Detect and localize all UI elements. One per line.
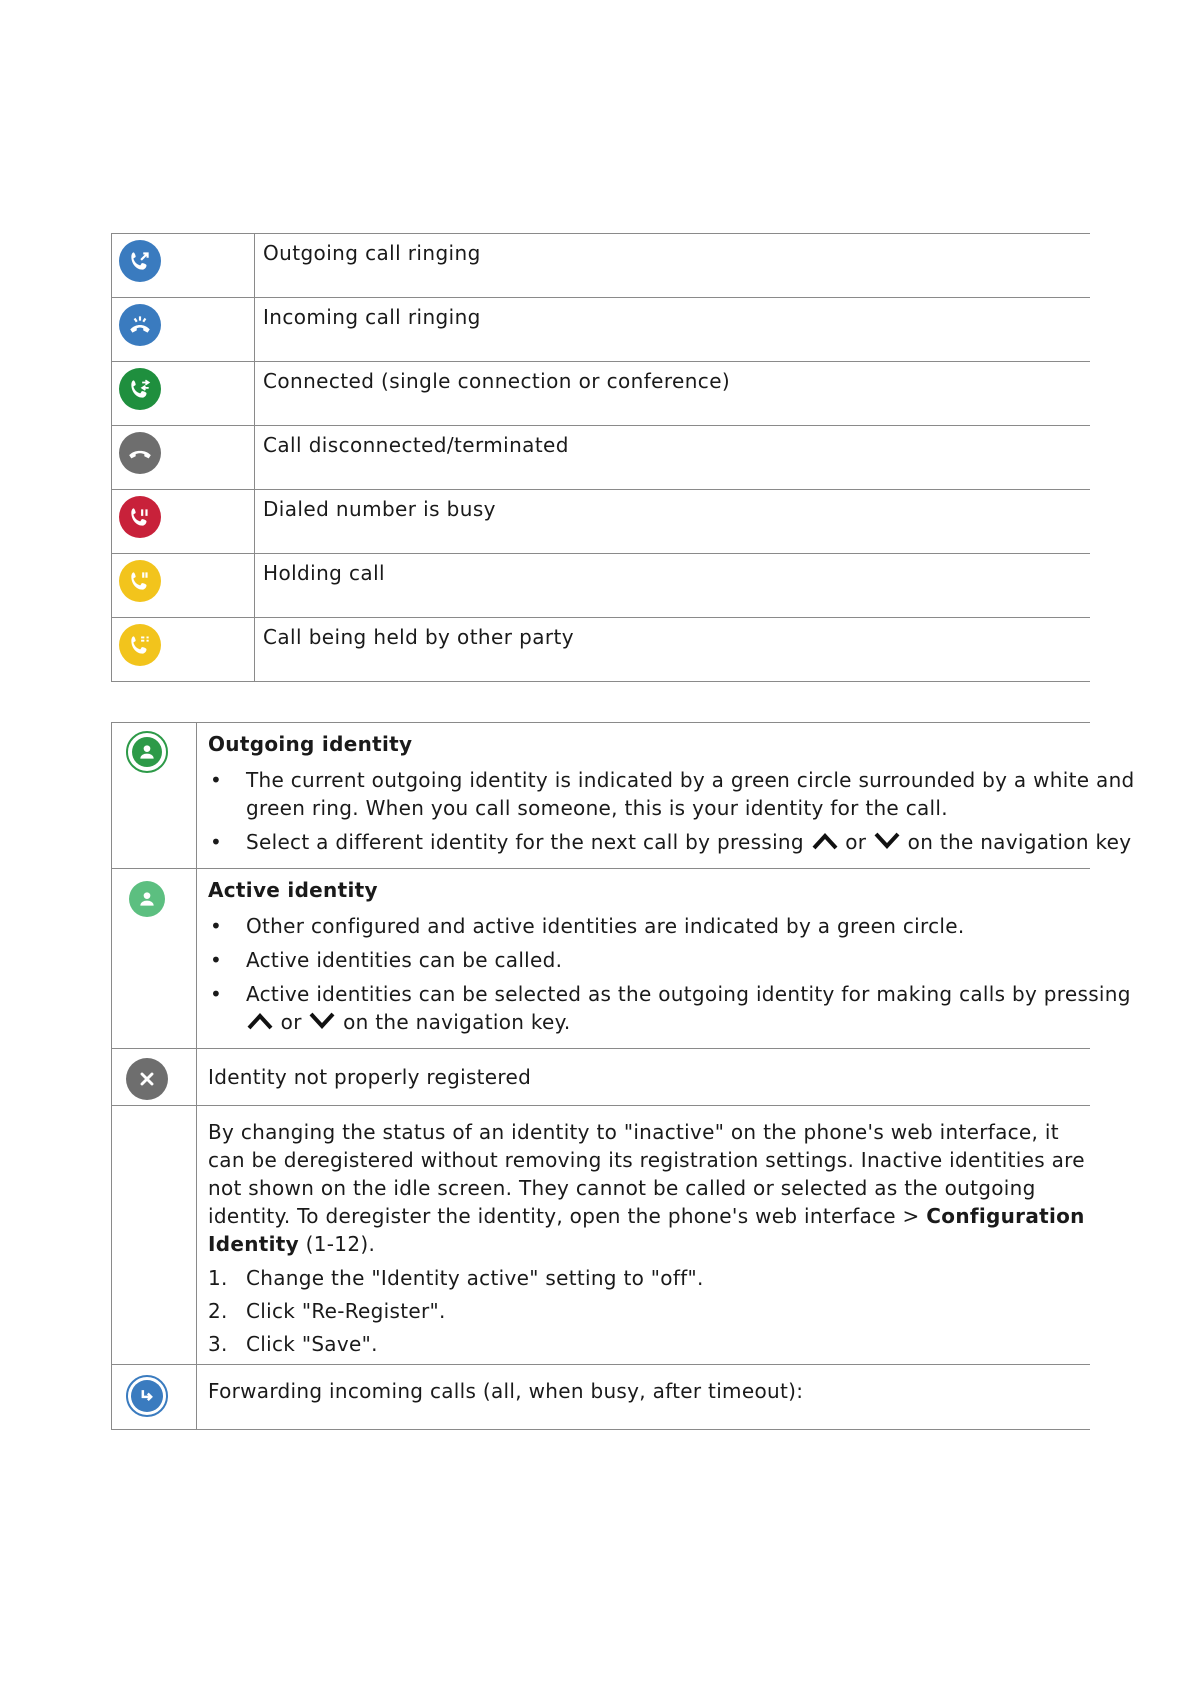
active-identity-title: Active identity	[208, 878, 378, 902]
active-identity-bullet: • Other configured and active identities are indicated by a green circle.	[208, 912, 1090, 940]
status-row	[112, 362, 1091, 426]
step-item	[208, 1330, 1090, 1358]
status-label: Dialed number is busy	[255, 490, 1091, 554]
status-row	[112, 426, 1091, 490]
incoming-call-ringing-icon	[119, 304, 161, 346]
call-forwarding-label: Forwarding incoming calls (all, when busy, after timeout):	[197, 1365, 1091, 1430]
status-row	[112, 490, 1091, 554]
outgoing-call-ringing-icon	[119, 240, 161, 282]
outgoing-identity-bullet: • Select a different identity for the next call by pressing or on the navigation key	[208, 828, 1090, 856]
outgoing-identity-title: Outgoing identity	[208, 732, 413, 756]
identity-row-outgoing	[112, 723, 1091, 869]
outgoing-identity-icon	[126, 731, 168, 773]
chevron-up-icon	[246, 1010, 274, 1032]
identity-not-registered-icon	[126, 1058, 168, 1100]
step-item	[208, 1264, 1090, 1292]
identity-table	[111, 722, 1135, 1430]
step-text: Click "Save".	[246, 1332, 378, 1356]
step-text: Change the "Identity active" setting to "off".	[246, 1266, 704, 1290]
chevron-up-icon	[811, 830, 839, 852]
holding-call-icon	[119, 560, 161, 602]
step-text: Click "Re-Register".	[246, 1299, 446, 1323]
identity-row-inactive	[112, 1106, 1091, 1365]
step-number: 2.	[208, 1299, 228, 1323]
call-forwarding-icon	[126, 1375, 168, 1417]
inactive-identity-steps	[208, 1264, 1090, 1358]
status-label: Connected (single connection or conference)	[255, 362, 1091, 426]
identity-row-active	[112, 869, 1091, 1049]
active-identity-bullet: • Active identities can be called.	[208, 946, 1090, 974]
step-item	[208, 1297, 1090, 1325]
step-number: 1.	[208, 1266, 228, 1290]
dialed-busy-icon	[119, 496, 161, 538]
status-label: Outgoing call ringing	[255, 234, 1091, 298]
identity-row-not-registered	[112, 1049, 1091, 1106]
chevron-down-icon	[873, 830, 901, 852]
status-label: Call disconnected/terminated	[255, 426, 1091, 490]
chevron-down-icon	[308, 1010, 336, 1032]
status-row	[112, 298, 1091, 362]
active-identity-icon	[129, 881, 165, 917]
connected-call-icon	[119, 368, 161, 410]
outgoing-identity-bullet: • The current outgoing identity is indicated by a green circle surrounded by a white and green ring. When you call someone, this is your identity for the call.	[208, 766, 1090, 822]
call-status-table	[111, 233, 1090, 682]
inactive-identity-paragraph: By changing the status of an identity to "inactive" on the phone's web interface, it can be deregistered without removing its registration settings. Inactive identities are not shown on the idle screen. They cannot be called or selected as the outgoing identity. To deregister the identity, open the phone's web interface > Configuration Identity (1-12).	[208, 1120, 1085, 1256]
status-row	[112, 618, 1091, 682]
status-label: Holding call	[255, 554, 1091, 618]
status-row	[112, 554, 1091, 618]
call-disconnected-icon	[119, 432, 161, 474]
held-by-other-icon	[119, 624, 161, 666]
active-identity-bullet: • Active identities can be selected as the outgoing identity for making calls by pressing or on the navigation key.	[208, 980, 1090, 1036]
step-number: 3.	[208, 1332, 228, 1356]
identity-not-registered-label: Identity not properly registered	[197, 1049, 1091, 1106]
status-row	[112, 234, 1091, 298]
status-label: Call being held by other party	[255, 618, 1091, 682]
identity-row-forwarding	[112, 1365, 1091, 1430]
status-label: Incoming call ringing	[255, 298, 1091, 362]
